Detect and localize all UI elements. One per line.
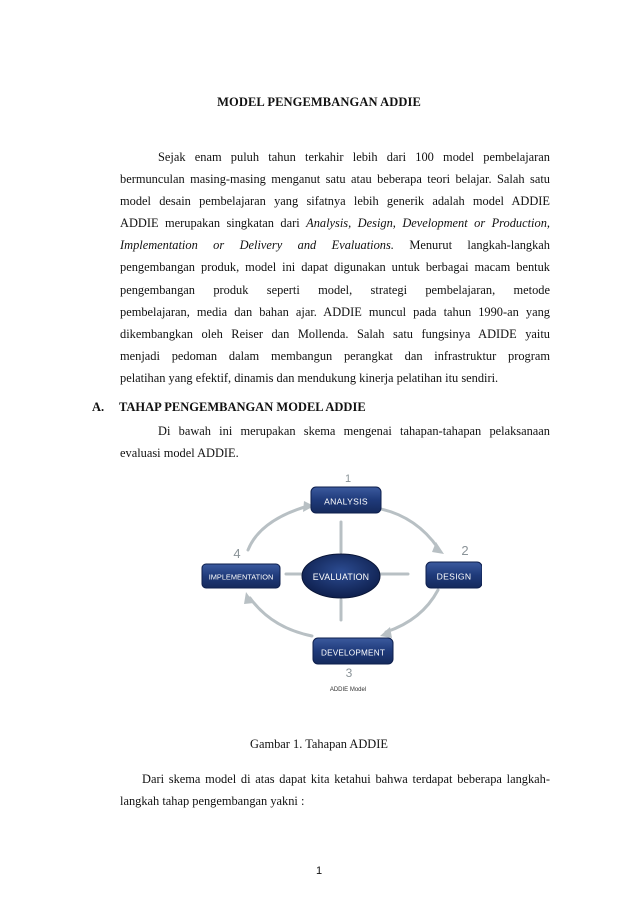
intro-line: pelatihan yang efektif, dinamis dan mendukung kinerja pelatihan itu sendiri. xyxy=(120,370,499,385)
arrow-design-to-development xyxy=(386,590,438,632)
section-letter: A. xyxy=(92,400,105,414)
addie-diagram xyxy=(200,470,482,700)
page-number: 1 xyxy=(315,865,323,877)
closing-line: Dari skema model di atas dapat kita ketahui bahwa terdapat beberapa langkah- xyxy=(142,772,550,786)
intro-line: pembelajaran, media dan bahan ajar. ADDIE muncul pada tahun 1990-an yang xyxy=(120,304,550,319)
addie-terms-italic-2: Implementation or Delivery and Evaluations. xyxy=(120,238,394,253)
step-number-4: 4 xyxy=(233,546,241,561)
section-title: TAHAP PENGEMBANGAN MODEL ADDIE xyxy=(119,400,366,414)
intro-line xyxy=(120,212,550,234)
section-a-line: evaluasi model ADDIE. xyxy=(120,446,239,461)
step-number-2: 2 xyxy=(461,543,469,558)
intro-line-text: ADDIE merupakan singkatan dari xyxy=(120,216,300,231)
section-a-line: Di bawah ini merupakan skema mengenai tahapan-tahapan pelaksanaan xyxy=(158,424,550,438)
model-label: ADDIE Model xyxy=(329,687,367,693)
intro-line: Sejak enam puluh tahun terkahir lebih dari 100 model pembelajaran xyxy=(158,150,550,164)
closing-line: langkah tahap pengembangan yakni : xyxy=(120,794,305,809)
intro-line-text: Menurut langkah-langkah xyxy=(409,238,550,253)
intro-line: pengembangan produk seperti model, strategi pembelajaran, metode xyxy=(120,282,550,297)
intro-line xyxy=(120,234,550,256)
node-evaluation xyxy=(302,554,380,598)
intro-line: bermunculan masing-masing menganut satu atau beberapa teori belajar. Salah satu xyxy=(120,172,550,187)
analysis-label: ANALYSIS xyxy=(324,496,368,507)
intro-line: menjadi pedoman dalam membangun perangkat dan infrastruktur program xyxy=(120,348,550,363)
design-label: DESIGN xyxy=(436,571,472,582)
node-analysis xyxy=(311,487,381,513)
section-a-paragraph xyxy=(120,420,550,464)
arrow-analysis-to-design xyxy=(376,508,438,548)
document-title: MODEL PENGEMBANGAN ADDIE xyxy=(217,95,421,109)
intro-paragraph xyxy=(120,146,550,389)
step-number-3: 3 xyxy=(345,666,353,680)
intro-line: pengembangan produk, model ini dapat digunakan untuk berbagai macam bentuk xyxy=(120,260,550,275)
evaluation-label: EVALUATION xyxy=(312,572,370,582)
node-development xyxy=(313,638,393,664)
figure-caption: Gambar 1. Tahapan ADDIE xyxy=(250,737,388,751)
development-label: DEVELOPMENT xyxy=(320,648,386,658)
implementation-label: IMPLEMENTATION xyxy=(208,572,274,582)
closing-paragraph xyxy=(120,768,550,812)
intro-line: model desain pembelajaran yang sifatnya lebih generik adalah model ADDIE xyxy=(120,194,550,209)
node-design xyxy=(426,562,482,588)
node-implementation xyxy=(202,564,280,588)
intro-line: dikembangkan oleh Reiser dan Mollenda. Salah satu fungsinya ADIDE yaitu xyxy=(120,326,550,341)
arrow-development-to-implementation xyxy=(250,598,312,636)
arrow-implementation-to-analysis xyxy=(248,506,308,550)
step-number-1: 1 xyxy=(344,473,352,485)
section-a-heading xyxy=(92,400,366,415)
addie-terms-italic: Analysis, Design, Development or Production, xyxy=(306,216,550,231)
